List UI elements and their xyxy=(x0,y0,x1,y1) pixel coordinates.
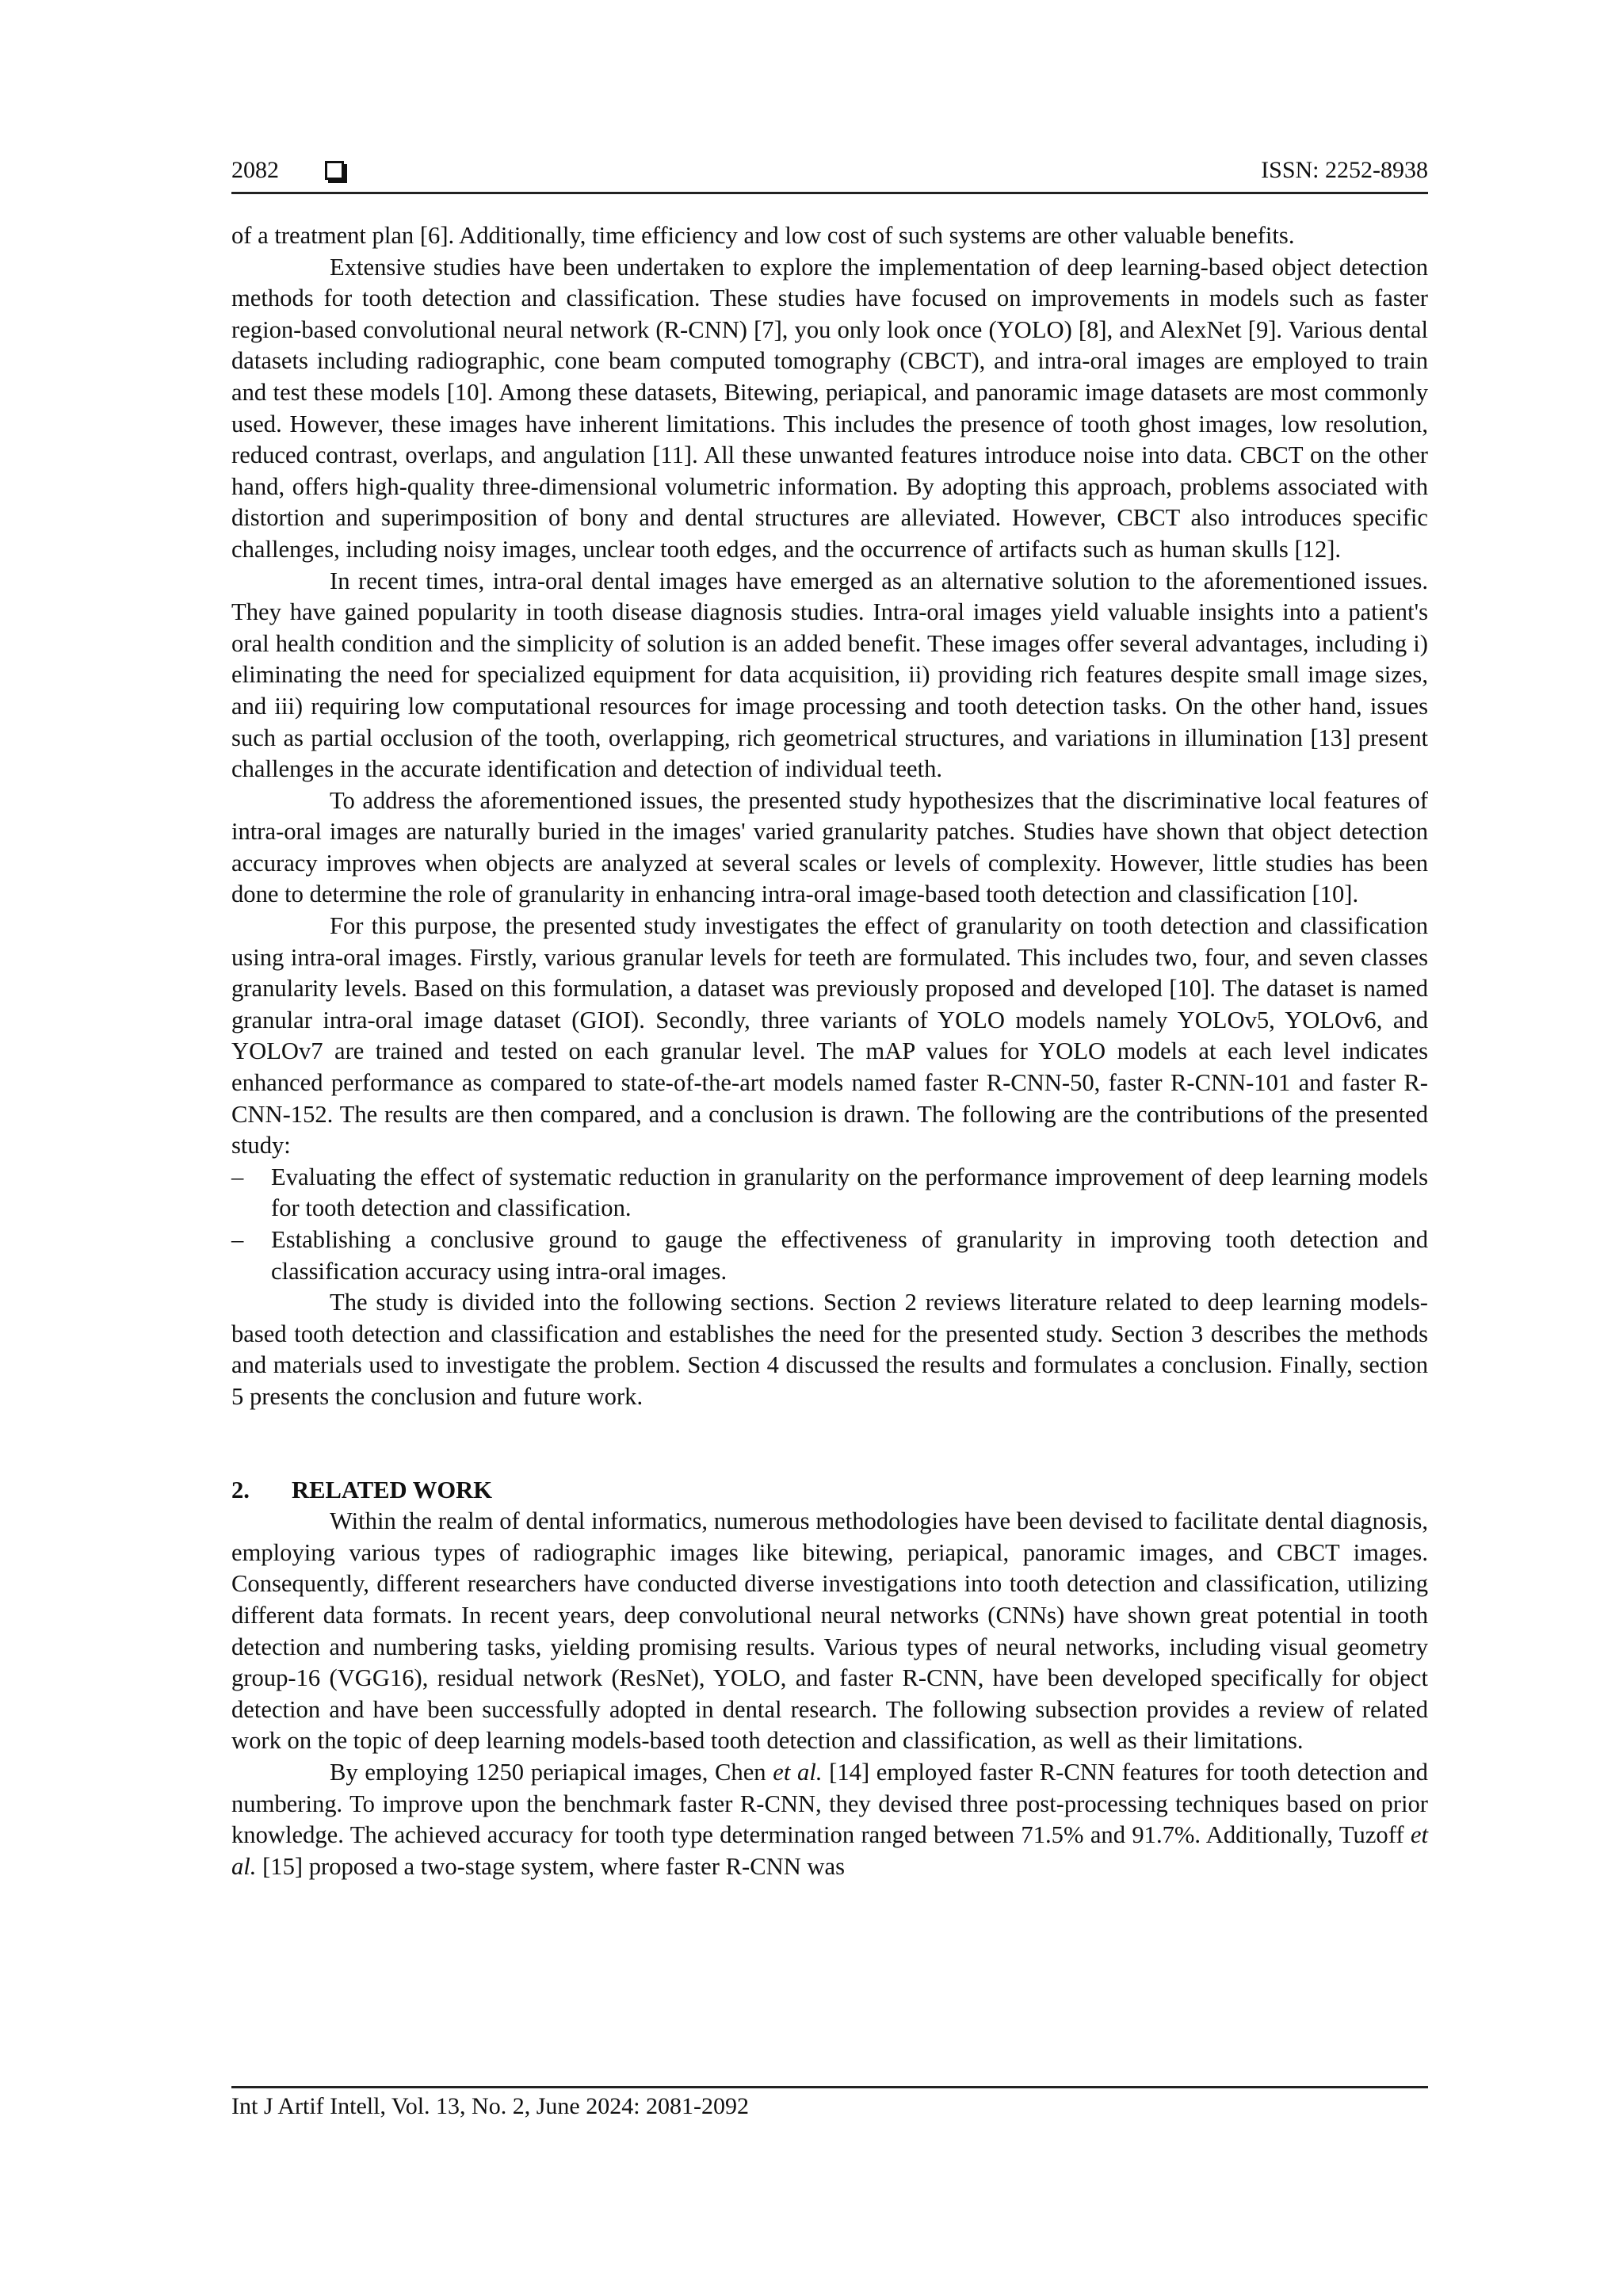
page-header xyxy=(231,151,1428,194)
paragraph-purpose: For this purpose, the presented study investigates the effect of granularity on tooth detection and classification using intra-oral images. Firstly, various granular levels for teeth are formulated. This includes two, four, and seven classes granularity levels. Based on this formulation, a dataset was previously proposed and developed [10]. The dataset is named granular intra-oral image dataset (GIOI). Secondly, three variants of YOLO models namely YOLOv5, YOLOv6, and YOLOv7 are trained and tested on each granular level. The mAP values for YOLO models at each level indicates enhanced performance as compared to state-of-the-art models named faster R-CNN-50, faster R-CNN-101 and faster R-CNN-152. The results are then compared, and a conclusion is drawn. The following are the contributions of the presented study: xyxy=(231,912,1428,1159)
page-number: 2082 xyxy=(231,157,279,183)
contributions-list xyxy=(231,1162,1428,1287)
paragraph-continuation: of a treatment plan [6]. Additionally, time efficiency and low cost of such systems are other valuable benefits. xyxy=(231,222,1295,249)
paragraph-chen-tuzoff xyxy=(231,1757,1428,1882)
paragraph-intra-oral: In recent times, intra-oral dental images have emerged as an alternative solution to the aforementioned issues. They have gained popularity in tooth disease diagnosis studies. Intra-oral images yield valuable insights into a patient's oral health condition and the simplicity of solution is an added benefit. These images offer several advantages, including i) eliminating the need for specialized equipment for data acquisition, ii) providing rich features despite small image sizes, and iii) requiring low computational resources for image processing and tooth detection tasks. On the other hand, issues such as partial occlusion of the tooth, overlapping, rich geometrical structures, and variations in illumination [13] present challenges in the accurate identification and detection of individual teeth. xyxy=(231,567,1428,783)
list-item-text: Evaluating the effect of systematic reduction in granularity on the performance improvement of deep learning models for tooth detection and classification. xyxy=(271,1163,1428,1222)
journal-citation: Int J Artif Intell, Vol. 13, No. 2, June 2024: 2081-2092 xyxy=(231,2093,750,2119)
page-footer xyxy=(231,2086,1428,2120)
issn-label: ISSN: 2252-8938 xyxy=(1261,157,1428,183)
article-body xyxy=(231,220,1428,1882)
text-run: [15] proposed a two-stage system, where faster R-CNN was xyxy=(256,1852,846,1880)
text-run: [14] employed faster R-CNN features for tooth detection and numbering. To improve upon the benchmark faster R-CNN, they devised three post-processing techniques based on prior knowledge. The achieved accuracy for tooth type determination ranged between 71.5% and 91.7%. Additionally, Tuzoff xyxy=(231,1758,1428,1849)
list-item xyxy=(231,1224,1428,1287)
paragraph-object-detection: Extensive studies have been undertaken to explore the implementation of deep learning-based object detection methods for tooth detection and classification. These studies have focused on improvements in models such as faster region-based convolutional neural network (R-CNN) [7], you only look once (YOLO) [8], and AlexNet [9]. Various dental datasets including radiographic, cone beam computed tomography (CBCT), and intra-oral images are employed to train and test these models [10]. Among these datasets, Bitewing, periapical, and panoramic image datasets are most commonly used. However, these images have inherent limitations. This includes the presence of tooth ghost images, low resolution, reduced contrast, overlaps, and angulation [11]. All these unwanted features introduce noise into data. CBCT on the other hand, offers high-quality three-dimensional volumetric information. By adopting this approach, problems associated with distortion and superimposition of bony and dental structures are alleviated. However, CBCT also introduces specific challenges, including noisy images, unclear tooth edges, and the occurrence of artifacts such as human skulls [12]. xyxy=(231,253,1428,563)
section-heading xyxy=(231,1475,1428,1507)
et-al-italic: et al. xyxy=(773,1758,823,1786)
section-title: RELATED WORK xyxy=(292,1476,493,1503)
list-item-text: Establishing a conclusive ground to gauge the effectiveness of granularity in improving tooth detection and classification accuracy using intra-oral images. xyxy=(271,1226,1428,1285)
text-run: By employing 1250 periapical images, Chen xyxy=(330,1758,773,1786)
list-item xyxy=(231,1162,1428,1224)
paragraph-organization: The study is divided into the following sections. Section 2 reviews literature related to deep learning models-based tooth detection and classification and establishes the need for the presented study. Section 3 describes the methods and materials used to investigate the problem. Section 4 discussed the results and formulates a conclusion. Finally, section 5 presents the conclusion and future work. xyxy=(231,1289,1428,1410)
et-al-italic: et al. xyxy=(231,1821,1428,1880)
square-box-icon xyxy=(325,161,344,180)
dash-bullet: – xyxy=(231,1226,244,1253)
paragraph-related-work: Within the realm of dental informatics, numerous methodologies have been devised to facilitate dental diagnosis, employing various types of radiographic images like bitewing, periapical, panoramic images, and CBCT images. Consequently, different researchers have conducted diverse investigations into tooth detection and classification, utilizing different data formats. In recent years, deep convolutional neural networks (CNNs) have shown great potential in tooth detection and numbering tasks, yielding promising results. Various types of neural networks, including visual geometry group-16 (VGG16), residual network (ResNet), YOLO, and faster R-CNN, have been developed specifically for object detection and have been successfully adopted in dental research. The following subsection provides a review of related work on the topic of deep learning models-based tooth detection and classification, as well as their limitations. xyxy=(231,1507,1428,1755)
section-number: 2. xyxy=(231,1476,250,1503)
dash-bullet: – xyxy=(231,1163,244,1190)
paragraph-hypothesis: To address the aforementioned issues, the presented study hypothesizes that the discriminative local features of intra-oral images are naturally buried in the images' varied granularity patches. Studies have shown that object detection accuracy improves when objects are analyzed at several scales or levels of complexity. However, little studies has been done to determine the role of granularity in enhancing intra-oral image-based tooth detection and classification [10]. xyxy=(231,786,1428,908)
